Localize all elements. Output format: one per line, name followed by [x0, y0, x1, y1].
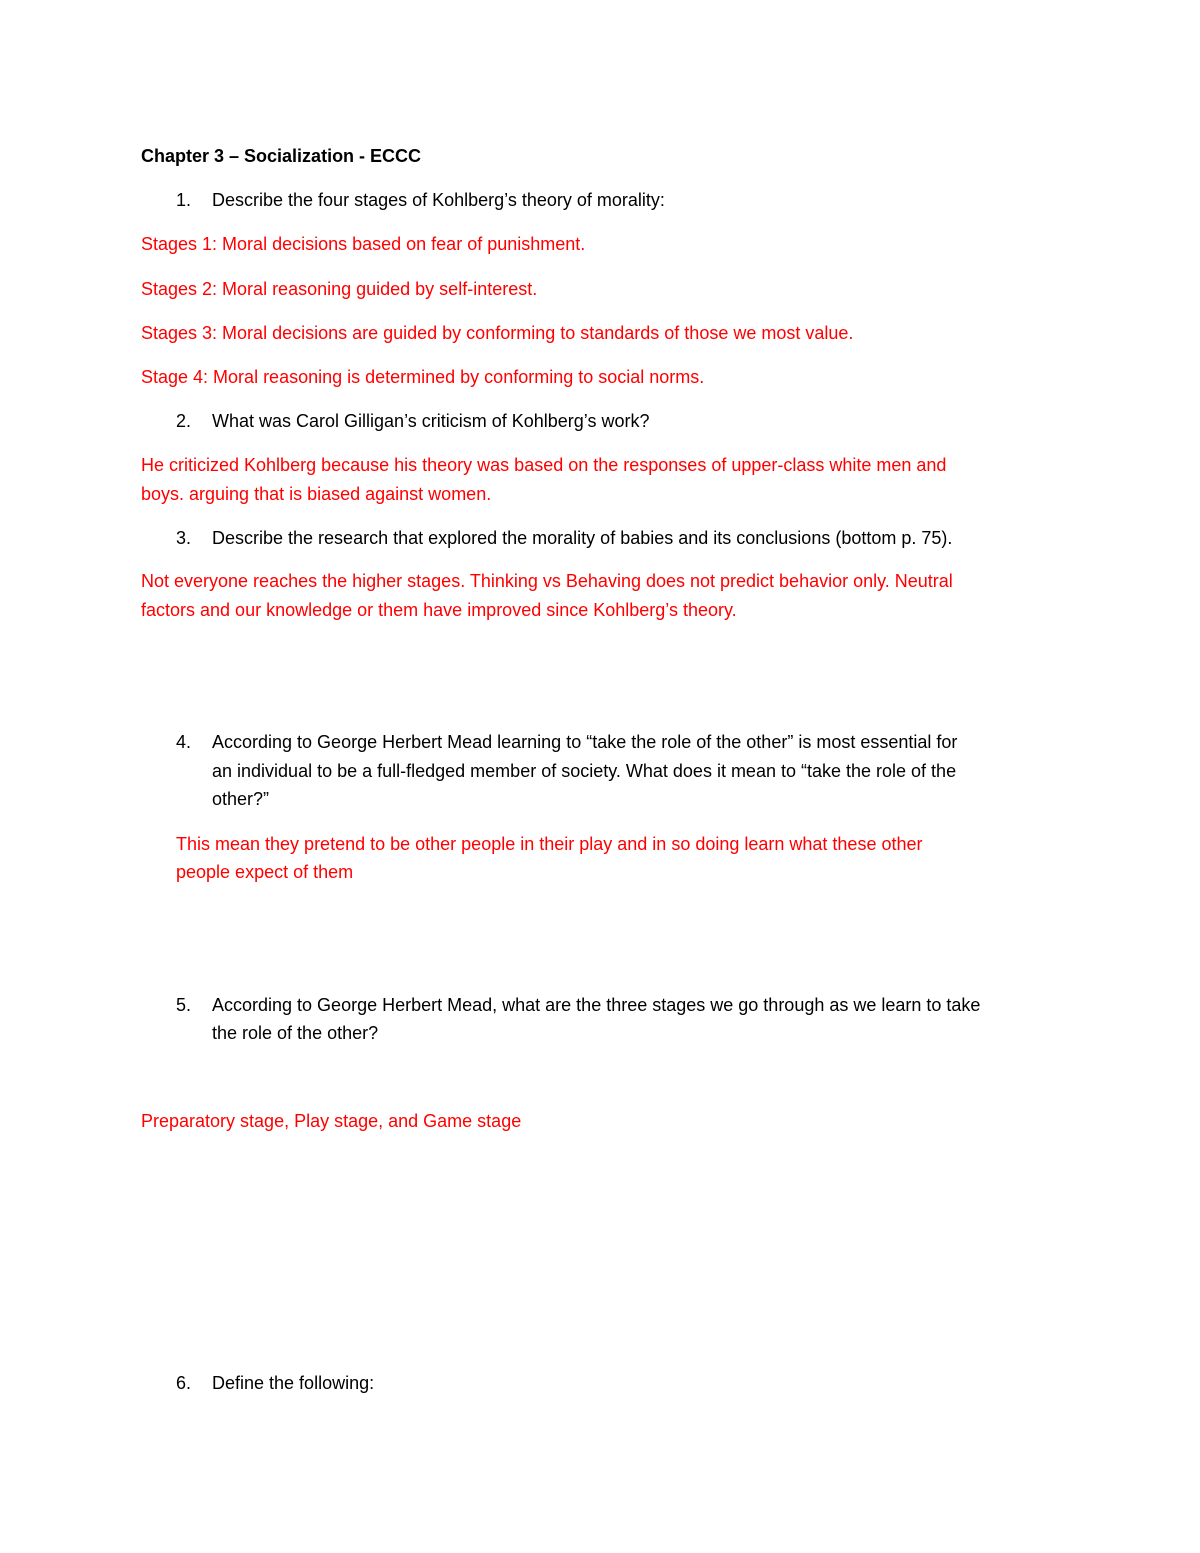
question-3-text: Describe the research that explored the morality of babies and its conclusions (bottom p. 75).	[212, 528, 953, 548]
answer-1-stage-2: Stages 2: Moral reasoning guided by self-interest.	[141, 279, 538, 299]
question-6-number: 6.	[176, 1373, 192, 1393]
answer-2-line-1: He criticized Kohlberg because his theory was based on the responses of upper-class white men and	[141, 455, 947, 475]
question-1-text: Describe the four stages of Kohlberg’s theory of morality:	[212, 190, 665, 210]
question-6-text: Define the following:	[212, 1373, 375, 1393]
question-6	[176, 1369, 375, 1397]
answer-4-line-1: This mean they pretend to be other people in their play and in so doing learn what these other	[176, 834, 923, 854]
question-3	[176, 524, 953, 552]
question-2-text: What was Carol Gilligan’s criticism of Kohlberg’s work?	[212, 411, 650, 431]
document-title: Chapter 3 – Socialization - ECCC	[141, 146, 422, 166]
answer-1-stage-3: Stages 3: Moral decisions are guided by conforming to standards of those we most value.	[141, 323, 854, 343]
answer-1-stage-4: Stage 4: Moral reasoning is determined by conforming to social norms.	[141, 367, 705, 387]
answer-4-line-2: people expect of them	[176, 862, 354, 882]
question-5	[176, 991, 981, 1019]
question-3-number: 3.	[176, 528, 192, 548]
question-1	[176, 186, 665, 214]
question-2	[176, 407, 650, 435]
question-4-text-line-1: According to George Herbert Mead learning to “take the role of the other” is most essential for	[212, 732, 958, 752]
question-5-text-line-1: According to George Herbert Mead, what are the three stages we go through as we learn to take	[212, 995, 981, 1015]
question-4-number: 4.	[176, 732, 192, 752]
answer-5: Preparatory stage, Play stage, and Game stage	[141, 1111, 522, 1131]
question-4-text-line-3: other?”	[212, 789, 270, 809]
answer-1-stage-1: Stages 1: Moral decisions based on fear of punishment.	[141, 234, 586, 254]
question-5-text-line-2: the role of the other?	[212, 1023, 379, 1043]
question-2-number: 2.	[176, 411, 192, 431]
question-4	[176, 728, 958, 756]
answer-3-line-2: factors and our knowledge or them have improved since Kohlberg’s theory.	[141, 600, 737, 620]
answer-2-line-2: boys. arguing that is biased against women.	[141, 484, 492, 504]
question-1-number: 1.	[176, 190, 192, 210]
question-5-number: 5.	[176, 995, 192, 1015]
answer-3-line-1: Not everyone reaches the higher stages. Thinking vs Behaving does not predict behavior only. Neutral	[141, 571, 953, 591]
question-4-text-line-2: an individual to be a full-fledged member of society. What does it mean to “take the role of the	[212, 761, 957, 781]
